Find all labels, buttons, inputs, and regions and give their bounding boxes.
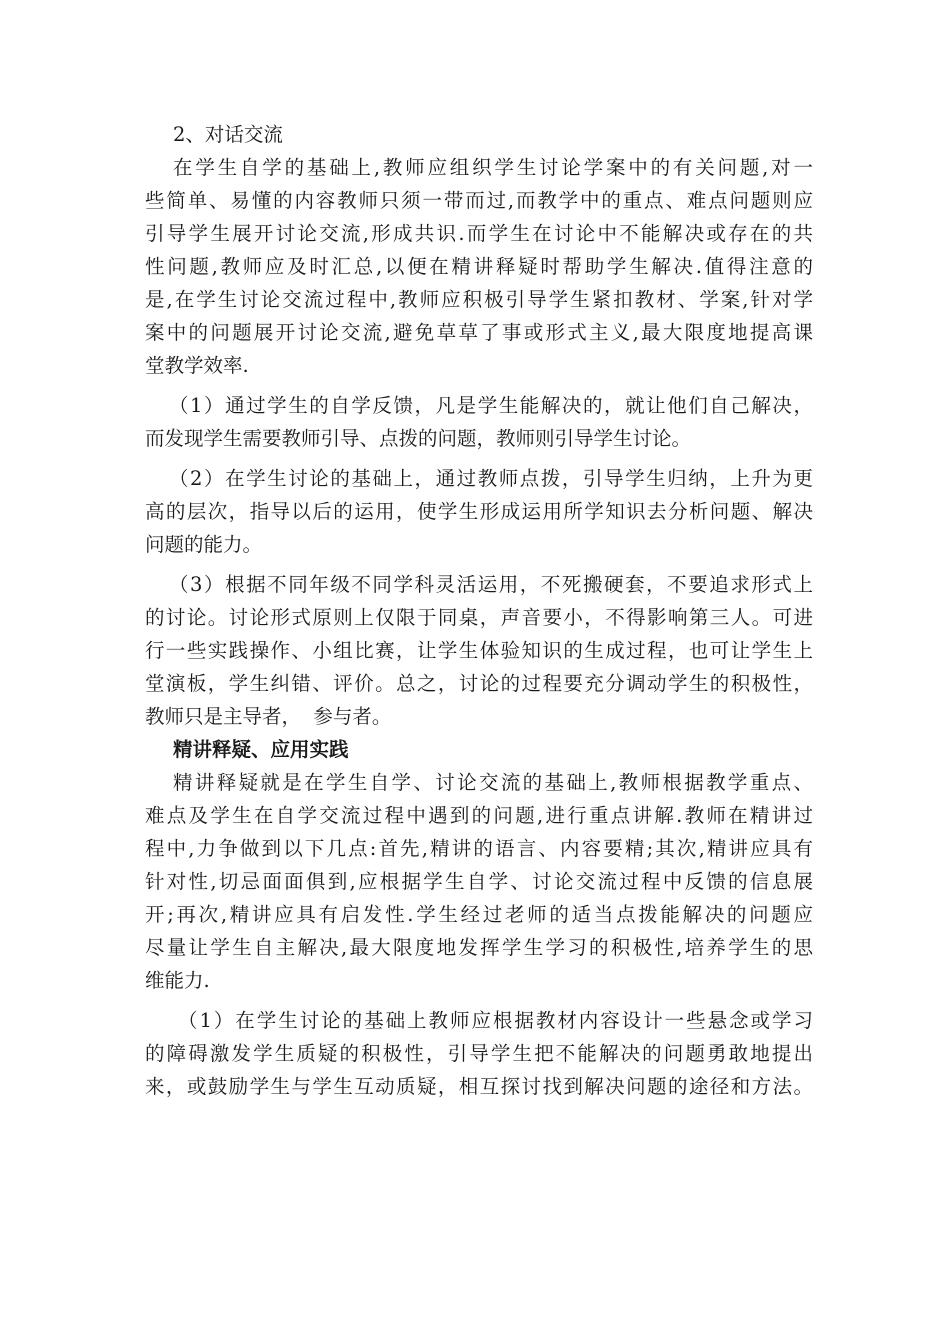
text-line: 堂演板，学生纠错、评价。总之，讨论的过程要充分调动学生的积极性， [145,672,813,695]
text-line: 堂教学效率. [145,354,249,377]
text-line: 而发现学生需要教师引导、点拨的问题，教师则引导学生讨论。 [145,427,692,450]
text-line: 尽量让学生自主解决,最大限度地发挥学生学习的积极性,培养学生的思 [145,936,813,959]
text-line: 针对性,切忌面面俱到,应根据学生自学、讨论交流过程中反馈的信息展 [145,870,813,893]
text-line: 是,在学生讨论交流过程中,教师应积极引导学生紧扣教材、学案,针对学 [145,288,813,311]
text-line: 维能力. [145,969,210,992]
list-item [145,568,813,733]
text-line: 行一些实践操作、小组比赛，让学生体验知识的生成过程，也可让学生上 [145,639,813,662]
text-line: 案中的问题展开讨论交流,避免草草了事或形式主义,最大限度地提高课 [145,321,813,344]
section-heading: 精讲释疑、应用实践 [173,738,349,761]
text-line: 的讨论。讨论形式原则上仅限于同桌，声音要小，不得影响第三人。可进 [145,606,813,629]
text-line: 来，或鼓励学生与学生互动质疑，相互探讨找到解决问题的途径和方法。 [145,1075,813,1098]
text-line: （1）在学生讨论的基础上教师应根据教材内容设计一些悬念或学习 [178,1009,813,1032]
paragraph [145,151,813,382]
list-item [145,389,813,455]
text-line: 问题的能力。 [145,533,263,556]
text-line: 在学生自学的基础上,教师应组织学生讨论学案中的有关问题,对一 [173,156,813,179]
text-line: 难点及学生在自学交流过程中遇到的问题,进行重点讲解.教师在精讲过 [145,804,813,827]
text-line: 程中,力争做到以下几点:首先,精讲的语言、内容要精;其次,精讲应具有 [145,837,813,860]
document-page [145,118,813,1103]
text-line: （1）通过学生的自学反馈，凡是学生能解决的，就让他们自己解决， [169,394,813,417]
text-line: （3）根据不同年级不同学科灵活运用，不死搬硬套，不要追求形式上 [169,573,813,596]
paragraph [145,766,813,997]
text-line: 精讲释疑就是在学生自学、讨论交流的基础上,教师根据教学重点、 [173,771,813,794]
text-line: 教师只是主导者， 参与者。 [145,705,392,728]
text-line: （2）在学生讨论的基础上，通过教师点拨，引导学生归纳，上升为更 [169,467,813,490]
text-line: 性问题,教师应及时汇总,以便在精讲释疑时帮助学生解决.值得注意的 [145,255,813,278]
section-heading: 2、对话交流 [173,123,283,146]
text-line: 的障碍激发学生质疑的积极性，引导学生把不能解决的问题勇敢地提出 [145,1042,813,1065]
text-line: 些简单、易懂的内容教师只须一带而过,而教学中的重点、难点问题则应 [145,189,813,212]
text-line: 高的层次，指导以后的运用，使学生形成运用所学知识去分析问题、解决 [145,500,813,523]
list-item [145,462,813,561]
text-line: 引导学生展开讨论交流,形成共识.而学生在讨论中不能解决或存在的共 [145,222,813,245]
list-item [145,1004,813,1103]
text-line: 开;再次,精讲应具有启发性.学生经过老师的适当点拨能解决的问题应 [145,903,813,926]
